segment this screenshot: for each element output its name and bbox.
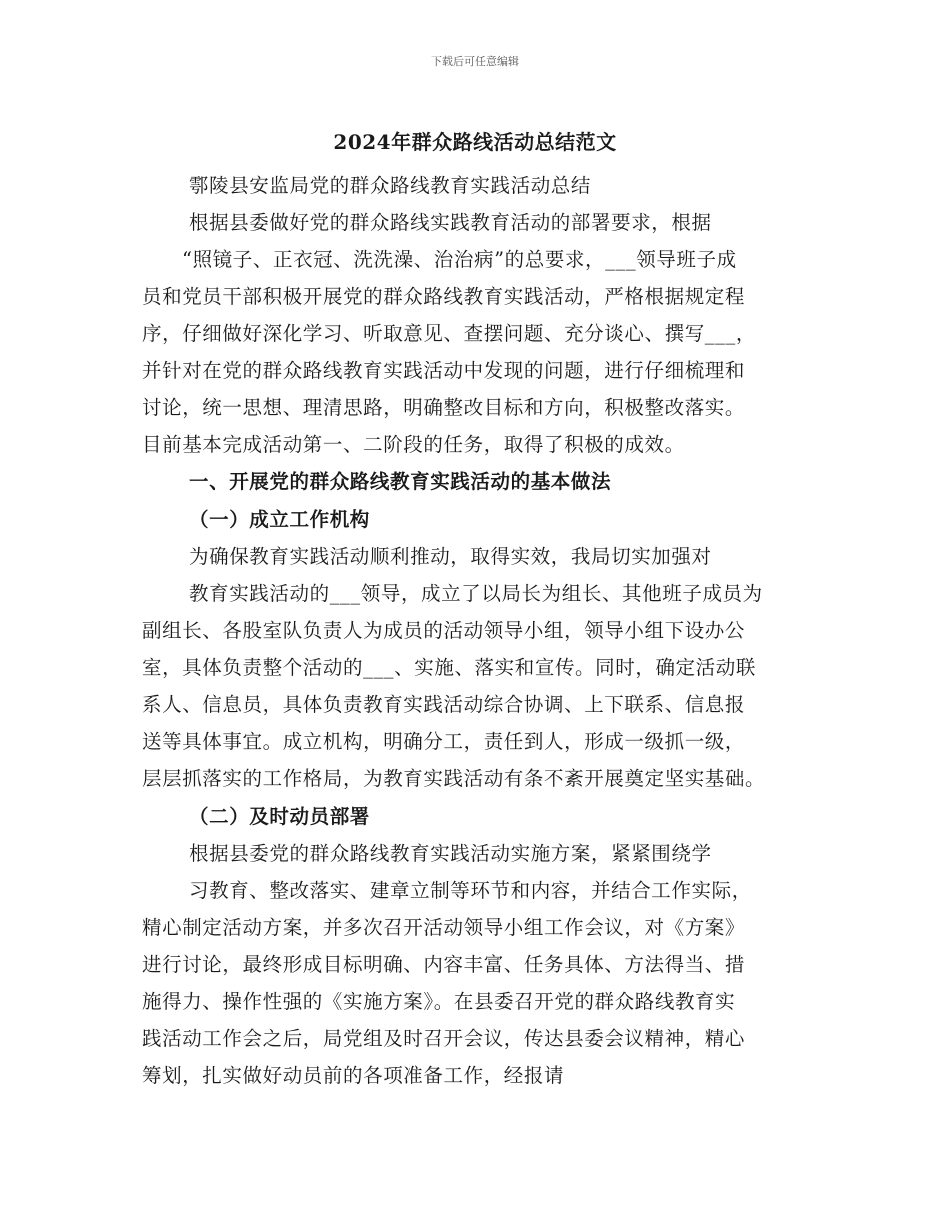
paragraph-line: 教育实践活动的___领导，成立了以局长为组长、其他班子成员为 <box>189 582 763 605</box>
paragraph-line: 施得力、操作性强的《实施方案》。在县委召开党的群众路线教育实 <box>142 990 736 1013</box>
paragraph-line: 员和党员干部积极开展党的群众路线教育实践活动，严格根据规定程 <box>142 285 746 308</box>
paragraph-line: “照镜子、正衣冠、洗洗澡、治治病”的总要求，___领导班子成 <box>182 248 737 271</box>
paragraph-line: 系人、信息员，具体负责教育实践活动综合协调、上下联系、信息报 <box>142 693 746 716</box>
paragraph-line: 为确保教育实践活动顺利推动，取得实效，我局切实加强对 <box>189 545 712 568</box>
section-heading: 一、开展党的群众路线教育实践活动的基本做法 <box>189 470 612 493</box>
paragraph-line: 进行讨论，最终形成目标明确、内容丰富、任务具体、方法得当、措 <box>142 953 746 976</box>
page-header-note: 下载后可任意编辑 <box>431 55 519 68</box>
paragraph-line: 根据县委做好党的群众路线实践教育活动的部署要求，根据 <box>189 211 712 234</box>
paragraph-line: 讨论，统一思想、理清思路，明确整改目标和方向，积极整改落实。 <box>142 396 746 419</box>
paragraph-line: 鄠陵县安监局党的群众路线教育实践活动总结 <box>189 174 592 197</box>
paragraph-line: 目前基本完成活动第一、二阶段的任务，取得了积极的成效。 <box>142 433 685 456</box>
paragraph-line: 精心制定活动方案，并多次召开活动领导小组工作会议，对《方案》 <box>142 916 746 939</box>
subsection-heading: （二）及时动员部署 <box>189 805 370 828</box>
paragraph-line: 根据县委党的群众路线教育实践活动实施方案，紧紧围绕学 <box>189 842 712 865</box>
paragraph-line: 副组长、各股室队负责人为成员的活动领导小组，领导小组下设办公 <box>142 619 746 642</box>
paragraph-line: 践活动工作会之后，局党组及时召开会议，传达县委会议精神，精心 <box>142 1027 746 1050</box>
paragraph-line: 筹划，扎实做好动员前的各项准备工作，经报请 <box>142 1064 565 1087</box>
paragraph-line: 室，具体负责整个活动的___、实施、落实和宣传。同时，确定活动联 <box>142 656 756 679</box>
subsection-heading: （一）成立工作机构 <box>189 508 370 531</box>
document-title: 2024年群众路线活动总结范文 <box>333 130 617 154</box>
paragraph-line: 并针对在党的群众路线教育实践活动中发现的问题，进行仔细梳理和 <box>142 359 746 382</box>
paragraph-line: 习教育、整改落实、建章立制等环节和内容，并结合工作实际， <box>189 879 752 902</box>
paragraph-line: 序，仔细做好深化学习、听取意见、查摆问题、充分谈心、撰写___， <box>142 322 756 345</box>
paragraph-line: 层层抓落实的工作格局，为教育实践活动有条不紊开展奠定坚实基础。 <box>142 767 766 790</box>
paragraph-line: 送等具体事宜。成立机构，明确分工，责任到人，形成一级抓一级， <box>142 730 746 753</box>
